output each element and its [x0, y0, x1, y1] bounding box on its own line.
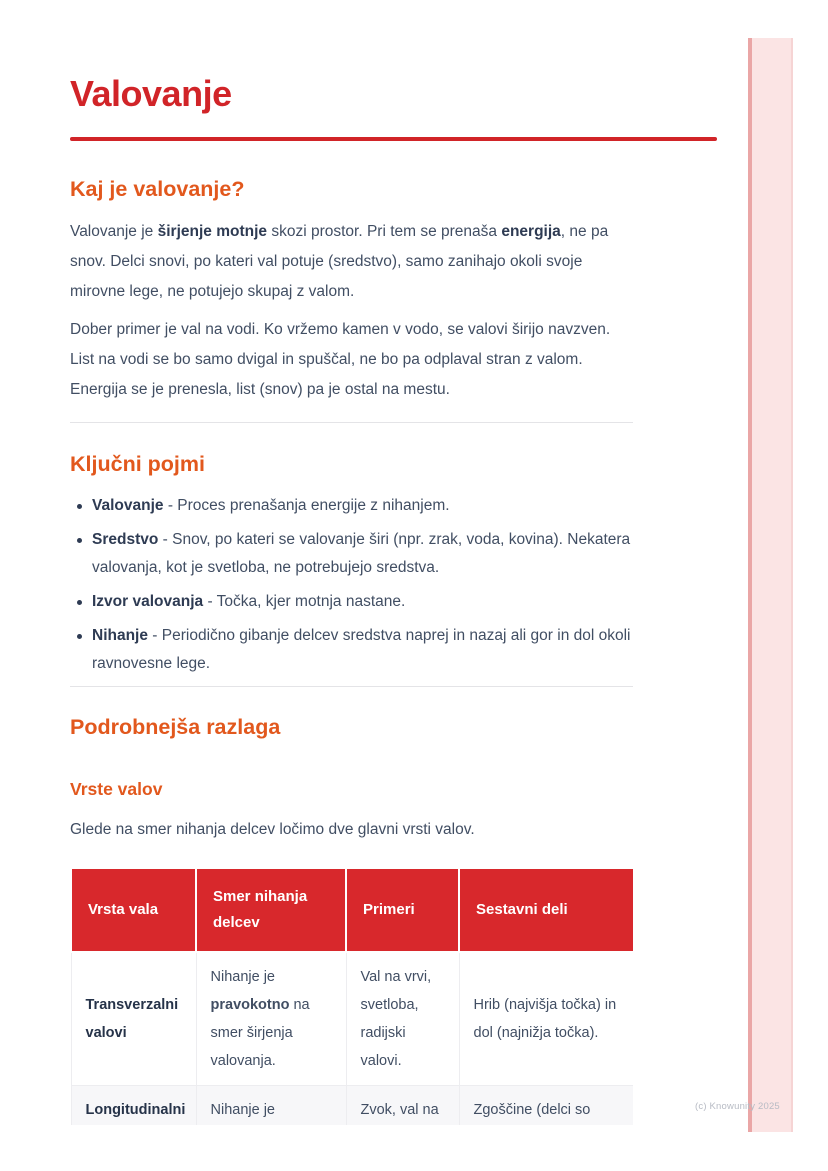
term-description: Periodično gibanje delcev sredstva naprej in nazaj ali gor in dol okoli ravnovesne lege. — [92, 627, 631, 672]
term-separator: - — [147, 627, 162, 644]
bold-term: energija — [501, 223, 561, 240]
title-divider — [70, 137, 717, 141]
term-separator: - — [158, 531, 173, 548]
section-key-terms — [70, 450, 633, 678]
term-label: Nihanje — [92, 627, 148, 644]
text-run: na smer širjenja valovanja. — [210, 997, 310, 1069]
page-edge-stripe — [748, 38, 793, 1132]
table-row — [71, 952, 633, 1086]
text-run: , ne pa snov. Delci snovi, po kateri val potuje (sredstvo), samo zanihajo okoli svoje mirovne lege, ne potujejo skupaj z valom. — [70, 223, 609, 300]
cell-examples: Val na vrvi, svetloba, radijski valovi. — [346, 952, 459, 1086]
document-content — [70, 0, 717, 1125]
term-separator: - — [163, 497, 178, 514]
watermark: (c) Knowunity 2025 — [695, 1101, 780, 1112]
bold-term: pravokotno — [210, 997, 290, 1013]
paragraph — [70, 217, 633, 307]
term-label: Valovanje — [92, 497, 164, 514]
term-separator: - — [203, 593, 217, 610]
subsection-heading: Vrste valov — [70, 779, 163, 799]
text-run: skozi prostor. Pri tem se prenaša — [267, 223, 502, 240]
column-header: Smer nihanja delcev — [196, 868, 346, 952]
column-header: Sestavni deli — [459, 868, 633, 952]
paragraph: Dober primer je val na vodi. Ko vržemo kamen v vodo, se valovi širijo navzven. List na vodi se bo samo dvigal in spuščal, ne bo pa odplaval stran z valom. Energija se je prenesla, list (snov) pa je ostal na mestu. — [70, 321, 611, 398]
page-title: Valovanje — [70, 73, 232, 114]
cell-wave-type: Longitudinalni — [71, 1086, 196, 1126]
list-item — [70, 526, 633, 582]
section-what-is-a-wave — [70, 175, 633, 405]
bold-term: širjenje motnje — [157, 223, 268, 240]
term-label: Izvor valovanja — [92, 593, 204, 610]
text-run: Nihanje je — [210, 969, 275, 985]
section-heading: Ključni pojmi — [70, 452, 205, 476]
cell-wave-type: Transverzalni valovi — [71, 952, 196, 1086]
term-label: Sredstvo — [92, 531, 159, 548]
term-description: Snov, po kateri se valovanje širi (npr. zrak, voda, kovina). Nekatera valovanja, kot je svetloba, ne potrebujejo sredstva. — [92, 531, 631, 576]
column-header: Primeri — [346, 868, 459, 952]
section-heading: Podrobnejša razlaga — [70, 715, 281, 739]
list-item — [70, 622, 633, 678]
section-divider — [70, 686, 633, 687]
section-detailed-explanation — [70, 713, 633, 1125]
section-divider — [70, 422, 633, 423]
table-row — [71, 1086, 633, 1126]
list-item — [70, 588, 633, 616]
table-header-row — [71, 868, 633, 952]
paragraph: Glede na smer nihanja delcev ločimo dve glavni vrsti valov. — [70, 821, 475, 838]
wave-types-table-container — [70, 867, 633, 1125]
cell-motion-direction: Nihanje je — [196, 1086, 346, 1126]
section-heading: Kaj je valovanje? — [70, 177, 245, 201]
key-terms-list — [70, 492, 633, 678]
column-header: Vrsta vala — [71, 868, 196, 952]
term-description: Proces prenašanja energije z nihanjem. — [177, 497, 450, 514]
wave-types-table — [70, 867, 633, 1125]
list-item — [70, 492, 633, 520]
cell-examples: Zvok, val na — [346, 1086, 459, 1126]
text-run: Valovanje je — [70, 223, 158, 240]
term-description: Točka, kjer motnja nastane. — [216, 593, 406, 610]
cell-components: Zgoščine (delci so — [459, 1086, 633, 1126]
cell-motion-direction — [196, 952, 346, 1086]
cell-components: Hrib (najvišja točka) in dol (najnižja točka). — [459, 952, 633, 1086]
